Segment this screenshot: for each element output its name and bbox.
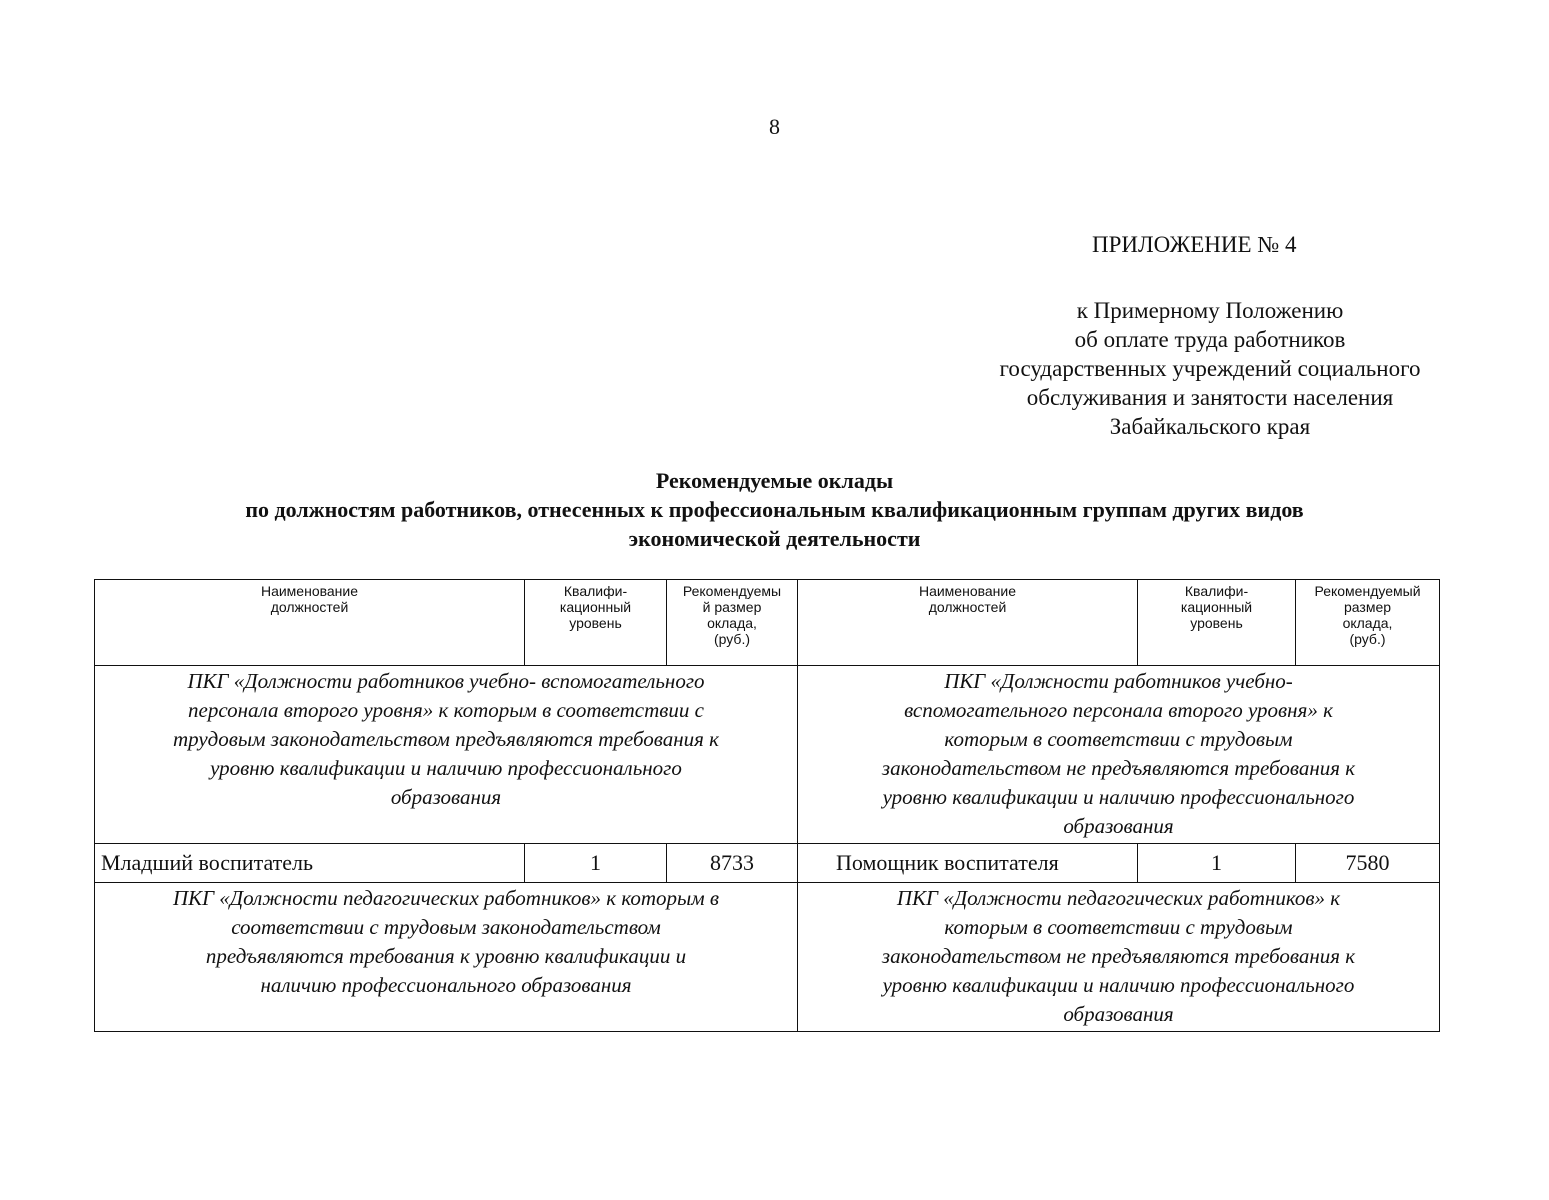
position-cell: Помощник воспитателя	[798, 844, 1138, 883]
header-position-right: Наименование должностей	[798, 580, 1138, 666]
appendix-reference-line: государственных учреждений социального	[999, 356, 1421, 381]
document-title-line: экономической деятельности	[628, 526, 921, 551]
document-title-line: Рекомендуемые оклады	[655, 468, 894, 493]
table-header-row	[95, 580, 1440, 666]
page-number: 8	[769, 114, 780, 139]
header-level-left: Квалифи- кационный уровень	[525, 580, 667, 666]
group-cell-left: ПКГ «Должности работников учебно- вспомогательного персонала второго уровня» к которым в соответствии с трудовым законодательством предъявляются требования к уровню квалификации и наличию профессионального образования	[95, 666, 798, 844]
header-salary-left: Рекомендуемы й размер оклада, (руб.)	[667, 580, 798, 666]
appendix-reference-line: обслуживания и занятости населения	[1026, 385, 1394, 410]
salary-cell: 7580	[1296, 844, 1440, 883]
document-title	[0, 466, 1549, 553]
header-level-right: Квалифи- кационный уровень	[1138, 580, 1296, 666]
header-salary-right: Рекомендуемый размер оклада, (руб.)	[1296, 580, 1440, 666]
level-cell: 1	[1138, 844, 1296, 883]
salary-table	[94, 579, 1440, 1032]
appendix-reference	[955, 296, 1465, 441]
group-cell-right: ПКГ «Должности педагогических работников» к которым в соответствии с трудовым законодательством не предъявляются требования к уровню квалификации и наличию профессионального образования	[798, 883, 1440, 1032]
table-group-row	[95, 666, 1440, 844]
position-cell: Младший воспитатель	[95, 844, 525, 883]
header-position-left: Наименование должностей	[95, 580, 525, 666]
group-cell-right: ПКГ «Должности работников учебно- вспомогательного персонала второго уровня» к которым в соответствии с трудовым законодательством не предъявляются требования к уровню квалификации и наличию профессионального образования	[798, 666, 1440, 844]
table-row	[95, 844, 1440, 883]
level-cell: 1	[525, 844, 667, 883]
table-group-row	[95, 883, 1440, 1032]
appendix-heading: ПРИЛОЖЕНИЕ № 4	[1092, 232, 1297, 257]
document-title-line: по должностям работников, отнесенных к профессиональным квалификационным группам других видов	[245, 497, 1304, 522]
group-cell-left: ПКГ «Должности педагогических работников» к которым в соответствии с трудовым законодательством предъявляются требования к уровню квалификации и наличию профессионального образования	[95, 883, 798, 1032]
appendix-reference-line: Забайкальского края	[1109, 414, 1311, 439]
appendix-reference-line: к Примерному Положению	[1076, 298, 1344, 323]
appendix-reference-line: об оплате труда работников	[1074, 327, 1346, 352]
salary-cell: 8733	[667, 844, 798, 883]
